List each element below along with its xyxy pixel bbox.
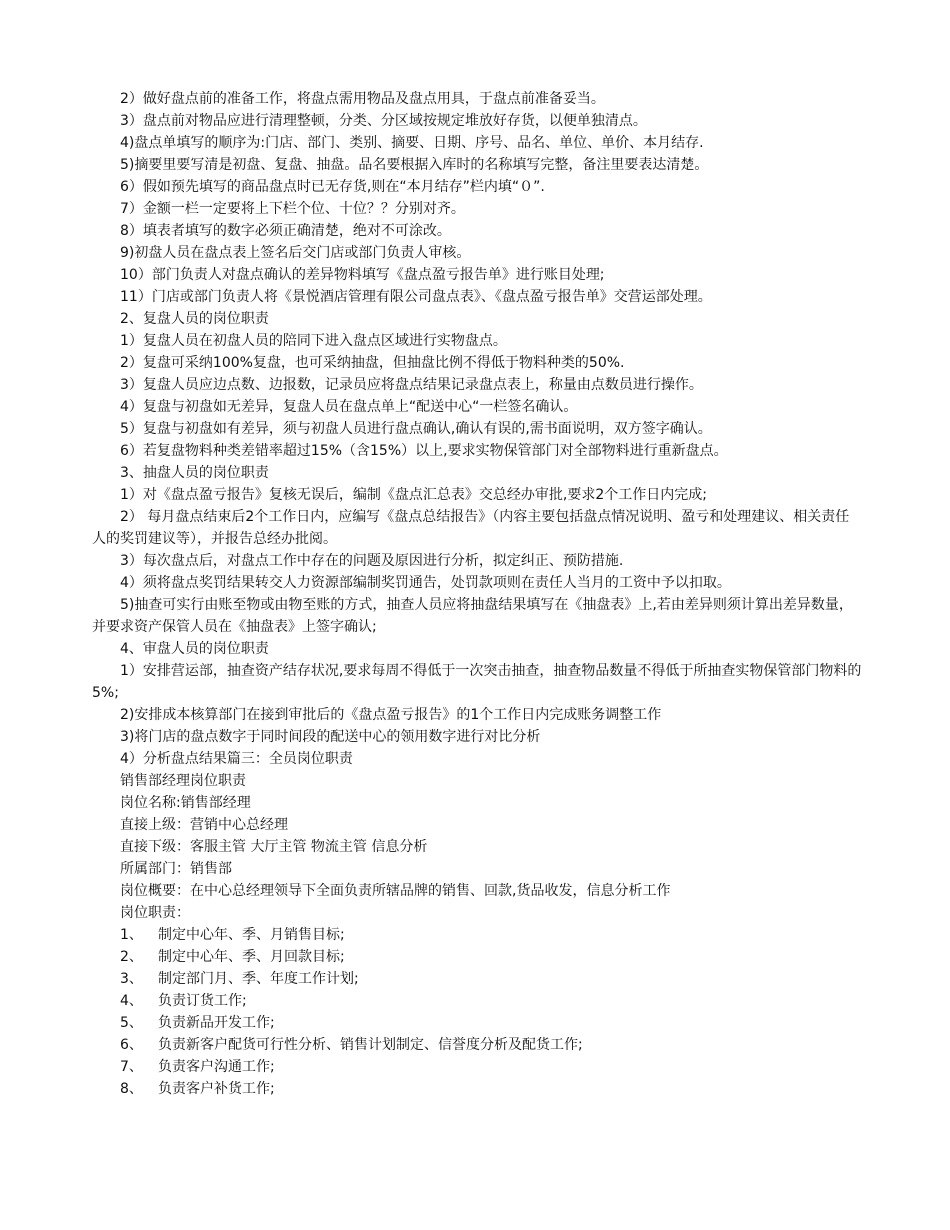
text-line: 3）每次盘点后，对盘点工作中存在的问题及原因进行分析，拟定纠正、预防措施. [120,553,624,569]
text-block-initial-count [92,88,862,506]
text-line: 销售部经理岗位职责 [120,773,246,789]
list-item-number: 3、 [120,971,143,987]
text-line: 8）填表者填写的数字必须正确清楚，绝对不可涂改。 [120,223,451,239]
list-item-number: 5、 [120,1015,143,1031]
list-item [92,968,862,990]
text-line: 5)摘要里要写清是初盘、复盘、抽盘。品名要根据入库时的名称填写完整，备注里要表达清楚。 [120,157,709,173]
text-line: 岗位概要：在中心总经理领导下全面负责所辖品牌的销售、回款,货品收发，信息分析工作 [120,883,671,899]
list-item [92,1012,862,1034]
text-line: 所属部门：销售部 [120,861,232,877]
list-item-text: 负责客户补货工作; [158,1081,275,1097]
text-block-audit-heading [92,638,862,660]
document-page [92,88,862,1100]
text-line: 1）对《盘点盈亏报告》复核无误后，编制《盘点汇总表》交总经办审批,要求2个工作日内完成; [120,487,707,503]
text-line: 10）部门负责人对盘点确认的差异物料填写《盘点盈亏报告单》进行账目处理; [120,267,605,283]
duty-list [92,924,862,1100]
list-item-number: 7、 [120,1059,143,1075]
list-item-number: 6、 [120,1037,143,1053]
text-line: 4）复盘与初盘如无差异，复盘人员在盘点单上“配送中心“一栏签名确认。 [120,399,578,415]
text-line: 6）若复盘物料种类差错率超过15%（含15%）以上,要求实物保管部门对全部物料进行重新盘点。 [120,443,728,459]
text-line: 4)盘点单填写的顺序为:门店、部门、类别、摘要、日期、序号、品名、单位、单价、本月结存. [120,135,704,151]
list-item-text: 制定中心年、季、月回款目标; [158,949,345,965]
list-item-text: 制定部门月、季、年度工作计划; [158,971,359,987]
text-line: 2)安排成本核算部门在接到审批后的《盘点盈亏报告》的1个工作日内完成账务调整工作 [120,707,662,723]
text-line: 岗位职责： [120,905,190,921]
list-item-text: 负责客户沟通工作; [158,1059,275,1075]
list-item-number: 2、 [120,949,143,965]
list-item [92,924,862,946]
text-line: 11）门店或部门负责人将《景悦酒店管理有限公司盘点表》、《盘点盈亏报告单》交营运部处理。 [120,289,712,305]
text-line: 直接下级：客服主管 大厅主管 物流主管 信息分析 [120,839,428,855]
text-line: 2、复盘人员的岗位职责 [120,311,269,327]
list-item [92,1078,862,1100]
text-block-sales-manager [92,704,862,924]
list-item-text: 负责新客户配货可行性分析、销售计划制定、信誉度分析及配货工作; [158,1037,583,1053]
text-line: 9)初盘人员在盘点表上签名后交门店或部门负责人审核。 [120,245,471,261]
list-item [92,990,862,1012]
list-item [92,1056,862,1078]
text-line: 直接上级：营销中心总经理 [120,817,288,833]
text-line: 6）假如预先填写的商品盘点时已无存货,则在“本月结存”栏内填“０”. [120,179,545,195]
paragraph-spot-check-method: 5)抽查可实行由账至物或由物至账的方式，抽查人员应将抽盘结果填写在《抽盘表》上,若由差异则须计算出差异数量，并要求资产保管人员在《抽盘表》上签字确认; [92,597,853,635]
list-item-number: 8、 [120,1081,143,1097]
list-item-text: 负责新品开发工作; [158,1015,275,1031]
text-line: 3）盘点前对物品应进行清理整顿，分类、分区域按规定堆放好存货，以便单独清点。 [120,113,647,129]
text-line: 岗位名称:销售部经理 [120,795,251,811]
list-item [92,1034,862,1056]
text-line: 7）金额一栏一定要将上下栏个位、十位？？分别对齐。 [120,201,465,217]
text-line: 3、抽盘人员的岗位职责 [120,465,269,481]
list-item-text: 制定中心年、季、月销售目标; [158,927,345,943]
list-item-number: 4、 [120,993,143,1009]
text-line: 4）分析盘点结果篇三：全员岗位职责 [120,751,353,767]
paragraph-audit-schedule: 1）安排营运部，抽查资产结存状况,要求每周不得低于一次突击抽查，抽查物品数量不得低于所抽查实物保管部门物料的5%; [92,663,862,701]
text-block-spot-check [92,550,862,594]
text-line: 2）做好盘点前的准备工作，将盘点需用物品及盘点用具，于盘点前准备妥当。 [120,91,605,107]
text-line: 1）复盘人员在初盘人员的陪同下进入盘点区域进行实物盘点。 [120,333,507,349]
text-line: 4、审盘人员的岗位职责 [120,641,269,657]
text-line: 5）复盘与初盘如有差异，须与初盘人员进行盘点确认,确认有误的,需书面说明，双方签字确认。 [120,421,712,437]
list-item-number: 1、 [120,927,143,943]
paragraph-summary-report: 2） 每月盘点结束后2个工作日内，应编写《盘点总结报告》（内容主要包括盘点情况说明、盈亏和处理建议、相关责任人的奖罚建议等），并报告总经办批阅。 [92,509,850,547]
list-item [92,946,862,968]
text-line: 3)将门店的盘点数字于同时间段的配送中心的领用数字进行对比分析 [120,729,541,745]
text-line: 4）须将盘点奖罚结果转交人力资源部编制奖罚通告，处罚款项则在责任人当月的工资中予以扣取。 [120,575,731,591]
text-line: 3）复盘人员应边点数、边报数，记录员应将盘点结果记录盘点表上，称量由点数员进行操作。 [120,377,703,393]
list-item-text: 负责订货工作; [158,993,247,1009]
text-line: 2）复盘可采纳100%复盘，也可采纳抽盘，但抽盘比例不得低于物料种类的50%. [120,355,625,371]
